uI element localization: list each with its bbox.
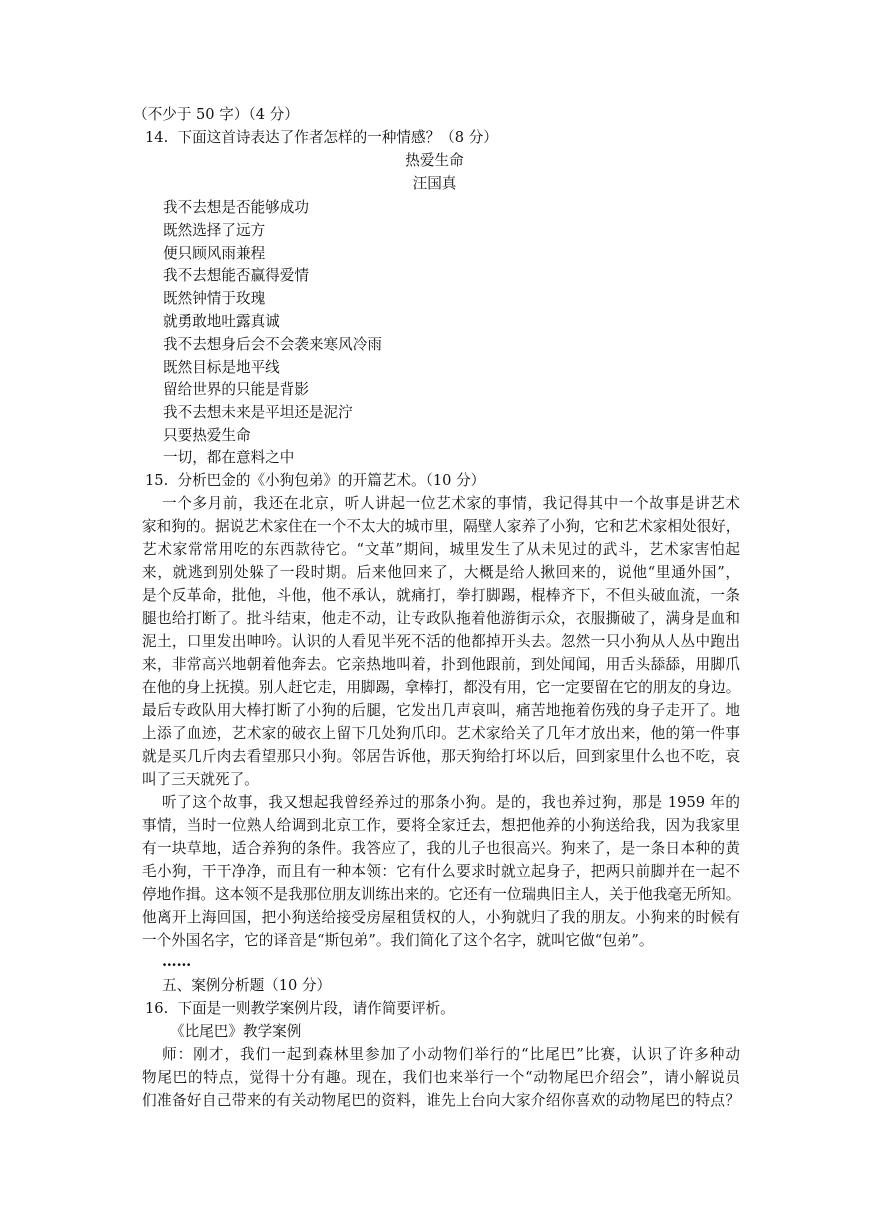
passage-line: 就是买几斤肉去看望那只小狗。邻居告诉他，那天狗给打坏以后，回到家里什么也不吃，哀: [142, 748, 740, 765]
case-line: 们准备好自己带来的有关动物尾巴的资料，谁先上台向大家介绍你喜欢的动物尾巴的特点？: [142, 1092, 740, 1109]
poem-line: 一切，都在意料之中: [163, 449, 295, 466]
passage-line: 事情，当时一位熟人给调到北京工作，要将全家迁去，想把他养的小狗送给我，因为我家里: [142, 817, 740, 834]
passage-line: 艺术家常常用吃的东西款待它。“文革”期间，城里发生了从未见过的武斗，艺术家害怕起: [142, 541, 740, 558]
answer-length-note: （不少于 50 字）（4 分）: [133, 106, 299, 123]
passage-line: 他离开上海回国，把小狗送给接受房屋租赁权的人，小狗就归了我的朋友。小狗来的时候有: [142, 909, 740, 926]
passage-line: 最后专政队用大棒打断了小狗的后腿，它发出几声哀叫，痛苦地拖着伤残的身子走开了。地: [142, 702, 740, 719]
passage-line: 一个外国名字，它的译音是“斯包弟”。我们简化了这个名字，就叫它做“包弟”。: [142, 932, 654, 949]
passage-line: 上添了血迹，艺术家的破衣上留下几处狗爪印。艺术家给关了几年才放出来，他的第一件事: [142, 725, 740, 742]
poem-line: 留给世界的只能是背影: [163, 381, 309, 398]
poem-line: 便只顾风雨兼程: [163, 245, 266, 262]
poem-line: 我不去想是否能够成功: [163, 199, 309, 216]
question-16: 16. 下面是一则教学案例片段，请作简要评析。: [145, 1000, 455, 1017]
case-title: 《比尾巴》教学案例: [170, 1023, 302, 1040]
passage-line: 家和狗的。据说艺术家住在一个不太大的城市里，隔壁人家养了小狗，它和艺术家相处很好，: [142, 518, 741, 535]
poem-line: 只要热爱生命: [163, 427, 251, 444]
poem-line: 就勇敢地吐露真诚: [163, 313, 280, 330]
poem-line: 既然钟情于玫瑰: [163, 290, 266, 307]
passage-line: 泥土，口里发出呻吟。认识的人看见半死不活的他都掉开头去。忽然一只小狗从人丛中跑出: [142, 633, 740, 650]
poem-author: 汪国真: [412, 175, 457, 192]
passage-line: 一个多月前，我还在北京，听人讲起一位艺术家的事情，我记得其中一个故事是讲艺术: [162, 495, 740, 512]
passage-line: 腿也给打断了。批斗结束，他走不动，让专政队拖着他游街示众，衣服撕破了，满身是血和: [142, 610, 740, 627]
passage-line: 在他的身上抚摸。别人赶它走，用脚踢，拿棒打，都没有用，它一定要留在它的朋友的身边。: [142, 679, 741, 696]
question-15: 15. 分析巴金的《小狗包弟》的开篇艺术。（10 分）: [145, 472, 486, 489]
passage-line: 毛小狗，干干净净，而且有一种本领：它有什么要求时就立起身子，把两只前脚并在一起不: [142, 863, 740, 880]
passage-line: 有一块草地，适合养狗的条件。我答应了，我的儿子也很高兴。狗来了，是一条日本种的黄: [142, 840, 740, 857]
passage-line: 是个反革命，批他，斗他，他不承认，就痛打，拳打脚踢，棍棒齐下，不但头破血流，一条: [142, 587, 740, 604]
passage-line: 来，非常高兴地朝着他奔去。它亲热地叫着，扑到他跟前，到处闻闻，用舌头舔舔，用脚爪: [142, 656, 740, 673]
section-heading: 五、案例分析题（10 分）: [162, 977, 332, 994]
case-line: 师：刚才，我们一起到森林里参加了小动物们举行的“比尾巴”比赛，认识了许多种动: [162, 1046, 740, 1063]
passage-line: 叫了三天就死了。: [142, 771, 259, 788]
poem-line: 我不去想未来是平坦还是泥泞: [163, 404, 353, 421]
passage-line: 来，就逃到别处躲了一段时期。后来他回来了，大概是给人揪回来的，说他“里通外国”，: [142, 564, 740, 581]
poem-line: 既然目标是地平线: [163, 359, 280, 376]
poem-line: 既然选择了远方: [163, 222, 266, 239]
passage-line: 听了这个故事，我又想起我曾经养过的那条小狗。是的，我也养过狗，那是 1959 年的: [162, 794, 740, 811]
poem-title: 热爱生命: [405, 152, 464, 169]
poem-line: 我不去想身后会不会袭来寒风冷雨: [163, 336, 382, 353]
passage-ellipsis: ……: [162, 953, 192, 970]
question-14: 14. 下面这首诗表达了作者怎样的一种情感？（8 分）: [145, 129, 498, 146]
poem-line: 我不去想能否赢得爱情: [163, 267, 309, 284]
passage-line: 停地作揖。这本领不是我那位朋友训练出来的。它还有一位瑞典旧主人，关于他我毫无所知。: [142, 886, 741, 903]
case-line: 物尾巴的特点，觉得十分有趣。现在，我们也来举行一个“动物尾巴介绍会”，请小解说员: [142, 1069, 740, 1086]
